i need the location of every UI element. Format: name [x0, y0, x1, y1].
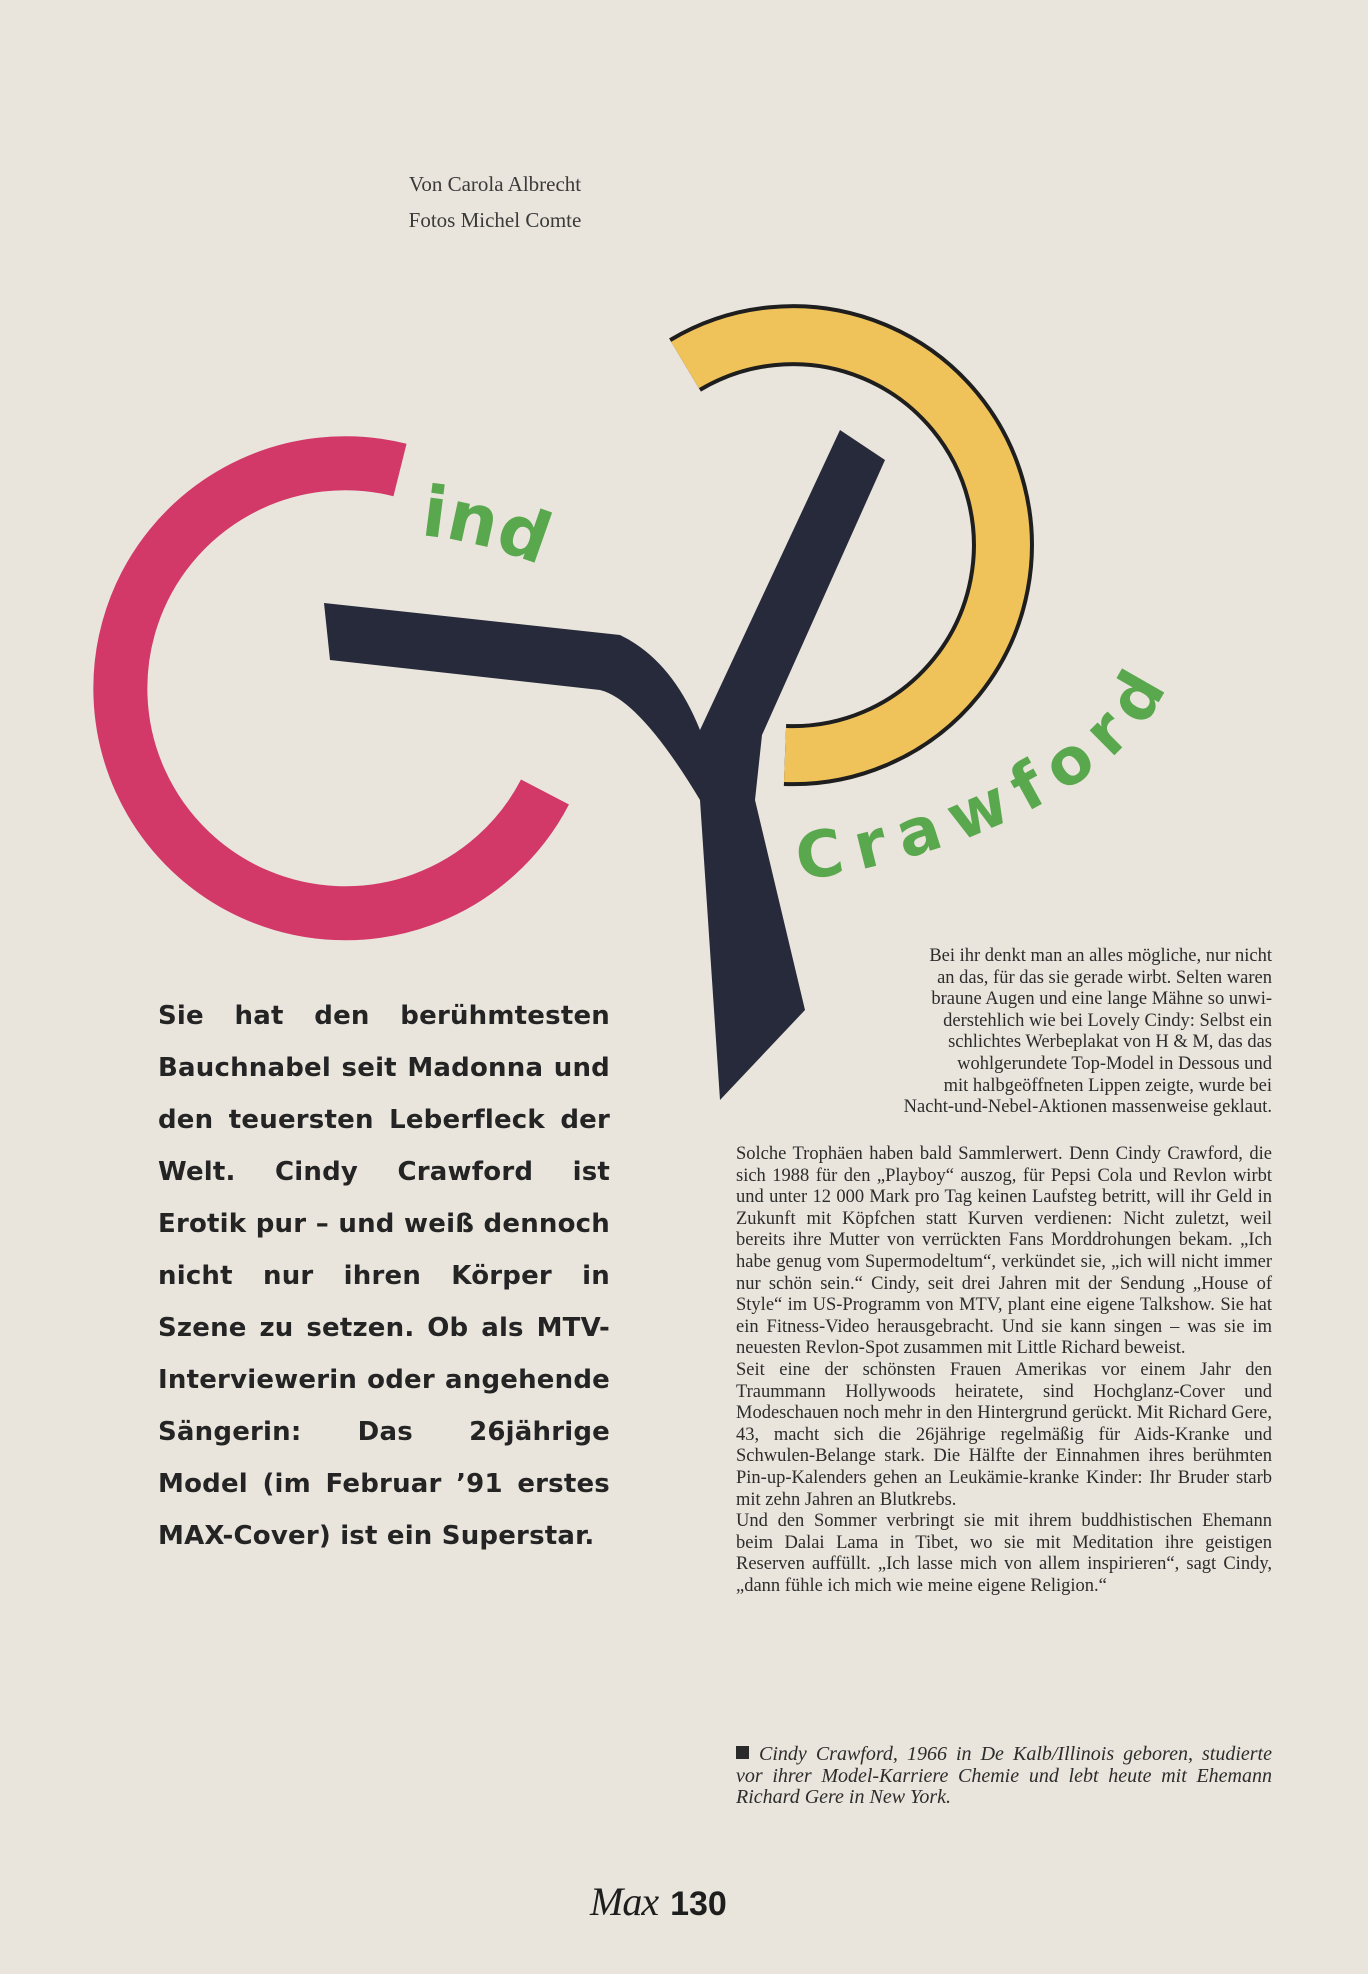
intro-line: an das, für das sie gerade wirbt. Selten waren — [937, 967, 1272, 988]
bullet-square-icon — [736, 1746, 749, 1759]
page-number: 130 — [670, 1885, 727, 1923]
magazine-logo: Max — [590, 1879, 659, 1924]
intro-line: braune Augen und eine lange Mähne so unwi- — [931, 989, 1272, 1010]
body-paragraph: Und den Sommer verbringt sie mit ihrem buddhistischen Ehemann beim Dalai Lama in Tibet, wo sie mit Meditation ihre geistigen Reserven auffüllt. „Ich lasse mich von allem inspirieren“, sagt Cindy, „dann fühle ich mich wie meine eigene Religion.“ — [736, 1511, 1272, 1596]
logo-ind-text — [418, 470, 562, 580]
intro-line: Nacht-und-Nebel-Aktionen massenweise geklaut. — [903, 1097, 1272, 1118]
author-credit: Von Carola Albrecht — [408, 172, 582, 196]
page-footer — [590, 1878, 727, 1924]
intro-line: Bei ihr denkt man an alles mögliche, nur nicht — [929, 946, 1272, 966]
body-paragraph: Solche Trophäen haben bald Sammlerwert. Denn Cindy Crawford, die sich 1988 für den „Playboy“ auszog, für Pepsi Cola und Revlon wirbt und unter 12 000 Mark pro Tag keinen Laufsteg betritt, will ihr Geld in Zukunft mit Köpfchen statt Kurven verdienen: Nicht zuletzt, weil bereits ihre Mutter von verrückten Fans Morddrohungen bekam. „Ich habe genug vom Supermodeltum“, verkündet sie, „ich will nicht immer nur schön sein.“ Cindy, seit drei Jahren mit der Sendung „House of Style“ im US-Programm von MTV, plant eine eigene Talkshow. Sie hat ein Fitness-Video herausgebracht. Und sie kann singen – was sie im neuesten Revlon-Spot zusammen mit Little Richard beweist. — [736, 1144, 1272, 1359]
lead-paragraph: Sie hat den berühmtesten Bauchnabel seit Madonna und den teuersten Leberfleck der Welt. Cindy Crawford ist Erotik pur – und weiß dennoch nicht nur ihren Körper in Szene zu setzen. Ob als MTV-Interviewerin oder angehende Sängerin: Das 26jährige Model (im Februar ’91 erstes MAX-Cover) ist ein Superstar. — [158, 1001, 610, 1551]
logo-crawford-path: Crawford — [790, 646, 1188, 897]
body-paragraph: Seit eine der schönsten Frauen Amerikas vor einem Jahr den Traummann Hollywoods heiratete, sind Hochglanz-Cover und Modeschauen noch mehr in den Hintergrund gerückt. Mit Richard Gere, 43, macht sich die 26jährige regelmäßig für Aids-Kranke und Schwulen-Belange stark. Die Hälfte der Einnahmen ihres berühmten Pin-up-Kalenders gehen an Leukämie-kranke Kinder: Ihr Bruder starb mit zehn Jahren an Blutkrebs. — [736, 1359, 1272, 1510]
logo-ind-path: ind — [417, 470, 562, 581]
intro-line: schlichtes Werbeplakat von H & M, das das — [948, 1032, 1272, 1053]
bio-text: Cindy Crawford, 1966 in De Kalb/Illinois geboren, studierte vor ihrer Model-Karriere Chemie und lebt heute mit Ehemann Richard Gere in New York. — [736, 1743, 1272, 1808]
photo-credit: Fotos Michel Comte — [408, 208, 582, 232]
intro-line: wohlgerundete Top-Model in Dessous und — [957, 1054, 1272, 1074]
article-body — [736, 1144, 1272, 1597]
intro-line: derstehlich wie bei Lovely Cindy: Selbst ein — [943, 1010, 1272, 1031]
author-bio — [736, 1744, 1272, 1809]
intro-line: mit halbgeöffneten Lippen zeigte, wurde bei — [943, 1075, 1272, 1096]
